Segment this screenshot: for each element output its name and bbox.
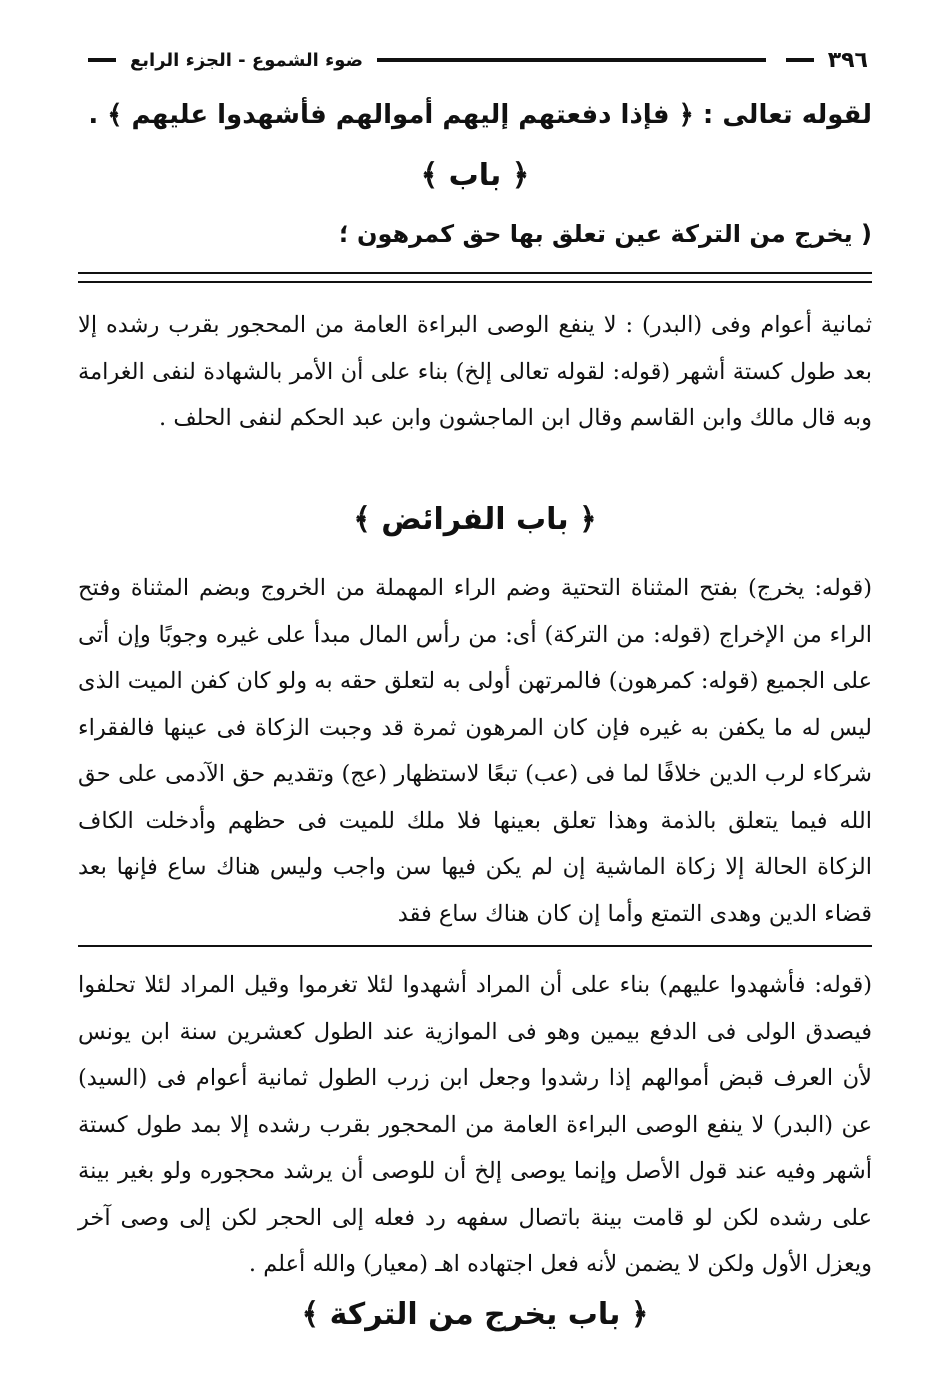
header-rule-middle (377, 58, 766, 62)
sharh-paragraph-1: ثمانية أعوام وفى (البدر) : لا ينفع الوصى البراءة العامة من المحجور بقرب رشده إلا بعد طول كستة أشهر (قوله: لقوله تعالى إلخ) بناء على أن الأمر بالشهادة لنفى الغرامة وبه قال مالك وابن القاسم وقال ابن الماجشون وابن عبد الحكم لنفى الحلف . (78, 312, 872, 431)
page-number: ٣٩٦ (827, 47, 868, 73)
running-header (78, 42, 872, 78)
header-title: ضوء الشموع - الجزء الرابع (130, 49, 363, 71)
matn-separator-double-rule (78, 272, 872, 283)
faraid-heading: ﴿ باب الفرائض ﴾ (353, 502, 597, 537)
matn-verse-line: لقوله تعالى : ﴿ فإذا دفعتهم إليهم أموالهم فأشهدوا عليهم ﴾ . (88, 100, 872, 130)
bab-heading: ﴿ باب ﴾ (420, 158, 530, 193)
tarika-heading: ﴿ باب يخرج من التركة ﴾ (301, 1297, 649, 1332)
header-rule-right (786, 58, 814, 62)
footnote-separator-rule (78, 945, 872, 947)
header-rule-left (88, 58, 116, 62)
sharh-paragraph-2: (قوله: يخرج) بفتح المثناة التحتية وضم الراء المهملة من الخروج وبضم المثناة وفتح الراء من الإخراج (قوله: من التركة) أى: من رأس المال مبدأ على غيره وجوبًا وإن أتى على الجميع (قوله: كمرهون) فالمرتهن أولى به لتعلق حقه به ولو كان كفن الميت الذى ليس له ما يكفن به غيره فإن كان المرهون ثمرة قد وجبت الزكاة فى عينها فالفقراء شركاء لرب الدين خلافًا لما فى (عب) تبعًا لاستظهار (عج) وتقديم حق الآدمى على حق الله فيما يتعلق بالذمة وهذا تعلق بعينها فلا ملك للميت فى حظهم وأدخلت الكاف الزكاة الحالة إلا زكاة الماشية إن لم يكن فيها سن واجب وليس هناك ساع فإنها بعد قضاء الدين وهدى التمتع وأما إن كان هناك ساع فقد (78, 575, 872, 927)
sharh-paragraph-3: (قوله: فأشهدوا عليهم) بناء على أن المراد أشهدوا لئلا تغرموا وقيل المراد لئلا تحلفوا فيصدق الولى فى الدفع بيمين وهو فى الموازية عند الطول كعشرين سنة ابن يونس لأن العرف قبض أموالهم إذا رشدوا وجعل ابن زرب الطول ثمانية أعوام فى (السيد) عن (البدر) لا ينفع الوصى البراءة العامة من المحجور بقرب رشده إلا بمد طول كستة أشهر وفيه عند قول الأصل وإنما يوصى إلخ أن للوصى أن يرشد محجوره ولو بغير بينة على رشده لكن لو قامت بينة باتصال سفهه رد فعله إلى الحجر لكن إلى وصى آخر ويعزل الأول ولكن لا يضمن لأنه فعل اجتهاده اهـ (معيار) والله أعلم . (78, 972, 872, 1277)
matn-bab-text: ( يخرج من التركة عين تعلق بها حق كمرهون ؛ (339, 220, 872, 248)
